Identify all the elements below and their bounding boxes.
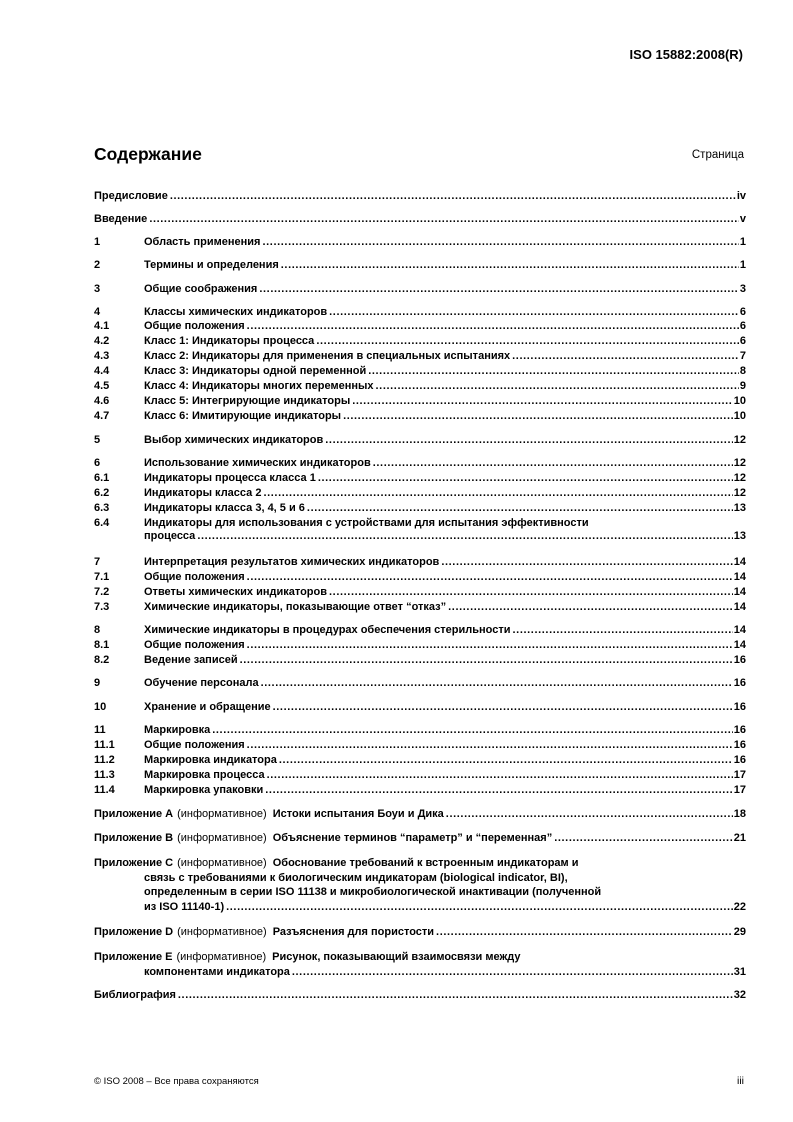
dot-leader: [513, 624, 733, 637]
toc-entry-page: 16: [733, 654, 746, 666]
toc-entry[interactable]: [94, 784, 746, 797]
toc-annex-entry[interactable]: [94, 808, 746, 821]
annex-title-continued: из ISO 11140-1): [144, 900, 225, 913]
toc-entry-number: 4.4: [94, 365, 110, 377]
toc-entry-line: [94, 885, 746, 900]
dot-leader: [368, 365, 739, 378]
toc-entry-number: 9: [94, 677, 101, 689]
toc-entry-number: 2: [94, 259, 101, 271]
toc-entry-page: 12: [733, 457, 746, 469]
toc-entry-title: Предисловие: [94, 190, 168, 202]
toc-entry-page: 16: [733, 724, 746, 736]
toc-entry-line: [94, 856, 746, 871]
toc-entry-page: 17: [733, 784, 746, 796]
toc-entry-line: [94, 259, 746, 272]
toc-entry-title: Общие положения: [144, 571, 245, 583]
dot-leader: [318, 472, 733, 485]
toc-entry-page: 16: [733, 739, 746, 751]
dot-leader: [247, 571, 733, 584]
toc-entry-number: 5: [94, 434, 101, 446]
toc-entry-line: [94, 306, 746, 319]
toc-entry-title: Хранение и обращение: [144, 701, 271, 713]
toc-entry-line: [94, 434, 746, 447]
toc-entry[interactable]: [94, 739, 746, 752]
toc-entry-title: Ведение записей: [144, 654, 238, 666]
toc-entry[interactable]: [94, 380, 746, 393]
toc-entry[interactable]: [94, 701, 746, 714]
dot-leader: [292, 965, 733, 980]
toc-entry-line: [94, 502, 746, 515]
toc-entry-title: Химические индикаторы в процедурах обеспечения стерильности: [144, 624, 511, 636]
toc-entry-page: 16: [733, 677, 746, 689]
toc-entry-title: Общие соображения: [144, 283, 258, 295]
toc-entry[interactable]: [94, 517, 746, 543]
annex-title: Объяснение терминов “параметр” и “переменная”: [272, 832, 553, 844]
toc-entry-number: 11.4: [94, 784, 115, 796]
toc-entry-number: 11.3: [94, 769, 115, 781]
toc-entry-line: [94, 624, 746, 637]
dot-leader: [247, 739, 733, 752]
toc-entry[interactable]: [94, 769, 746, 782]
toc-title: Содержание: [94, 144, 202, 164]
toc-entry-title: Класс 4: Индикаторы многих переменных: [144, 380, 374, 392]
toc-bibliography-entry[interactable]: [94, 989, 746, 1002]
page-column-label: Страница: [691, 149, 744, 161]
dot-leader: [436, 926, 733, 939]
toc-entry-line: [94, 965, 746, 980]
toc-entry[interactable]: [94, 571, 746, 584]
toc-entry-title: Общие положения: [144, 639, 245, 651]
toc-entry-title: Интерпретация результатов химических индикаторов: [144, 556, 440, 568]
toc-entry-page: 21: [733, 832, 746, 844]
toc-entry-line: [94, 320, 746, 333]
toc-entry-line: [94, 350, 746, 363]
dot-leader: [259, 283, 739, 296]
toc-entry-number: 4.5: [94, 380, 110, 392]
dot-leader: [240, 654, 733, 667]
toc-entry-line: [94, 365, 746, 378]
toc-entry-line: [94, 517, 746, 530]
toc-entry-title: Использование химических индикаторов: [144, 457, 371, 469]
toc-entry-page: 14: [733, 571, 746, 583]
toc-entry-title: Класс 1: Индикаторы процесса: [144, 335, 315, 347]
toc-entry[interactable]: [94, 236, 746, 249]
page-number: iii: [737, 1075, 744, 1087]
dot-leader: [307, 502, 733, 515]
toc-entry-line: [94, 601, 746, 614]
dot-leader: [329, 306, 739, 319]
toc-entry-number: 7.1: [94, 571, 110, 583]
toc-entry-page: 6: [739, 335, 746, 347]
toc-entry-number: 4.1: [94, 320, 110, 332]
dot-leader: [247, 320, 739, 333]
toc-entry-page: iv: [736, 190, 746, 202]
toc-entry-number: 7: [94, 556, 101, 568]
toc-entry[interactable]: [94, 502, 746, 515]
dot-leader: [373, 457, 733, 470]
annex-label: Приложение B: [94, 832, 174, 844]
dot-leader: [226, 900, 733, 915]
toc-entry[interactable]: [94, 624, 746, 637]
toc-entry-line: [94, 236, 746, 249]
dot-leader: [247, 639, 733, 652]
toc-entry[interactable]: [94, 677, 746, 690]
toc-entry-line: [94, 832, 746, 845]
toc-annex-entry[interactable]: [94, 950, 746, 979]
toc-entry-page: 9: [739, 380, 746, 392]
annex-label: Приложение D: [94, 926, 174, 938]
toc-entry-line: [94, 586, 746, 599]
toc-entry-line: [94, 457, 746, 470]
toc-entry-number: 8.2: [94, 654, 110, 666]
toc-entry-line: [94, 739, 746, 752]
annex-label: Приложение E: [94, 951, 173, 963]
toc-entry-line: [94, 900, 746, 915]
annex-kind: (информативное): [176, 951, 267, 963]
toc-entry-page: 14: [733, 624, 746, 636]
toc-entry[interactable]: [94, 487, 746, 500]
annex-label: Приложение A: [94, 808, 174, 820]
toc-entry-line: [94, 487, 746, 500]
toc-entry[interactable]: [94, 457, 746, 470]
toc-entry-page: 8: [739, 365, 746, 377]
toc-entry-number: 11.2: [94, 754, 115, 766]
toc-entry-page: 29: [733, 926, 746, 938]
annex-kind: (информативное): [177, 926, 267, 938]
toc-entry-title: Класс 5: Интегрирующие индикаторы: [144, 395, 351, 407]
annex-title-continued: определенным в серии ISO 11138 и микробиологической инактивации (полученной: [144, 886, 602, 898]
toc-entry[interactable]: [94, 365, 746, 378]
toc-entry-line: [94, 808, 746, 821]
toc-entry-page: 18: [733, 808, 746, 820]
dot-leader: [273, 701, 733, 714]
dot-leader: [325, 434, 732, 447]
toc-entry-number: 4.6: [94, 395, 110, 407]
toc-entry-number: 1: [94, 236, 101, 248]
toc-entry[interactable]: [94, 639, 746, 652]
toc-entry[interactable]: [94, 410, 746, 423]
dot-leader: [178, 989, 733, 1002]
toc-entry-line: [94, 926, 746, 939]
toc-entry-page: 31: [733, 965, 746, 978]
toc-entry-number: 7.2: [94, 586, 110, 598]
dot-leader: [197, 530, 732, 543]
annex-kind: (информативное): [177, 857, 267, 869]
toc-entry-title: Общие положения: [144, 320, 245, 332]
toc-entry-title: Обучение персонала: [144, 677, 259, 689]
toc-entry-page: 1: [739, 236, 746, 248]
toc-entry-line: [94, 677, 746, 690]
toc-entry-line: [94, 769, 746, 782]
toc-entry-page: 12: [733, 472, 746, 484]
dot-leader: [554, 832, 733, 845]
toc-annex-entry[interactable]: [94, 832, 746, 845]
toc-entry-line: [94, 335, 746, 348]
toc-entry-line: [94, 530, 746, 543]
toc-entry-line: [94, 556, 746, 569]
toc-entry-page: 13: [733, 530, 746, 542]
toc-entry-number: 6.1: [94, 472, 110, 484]
toc-entry-line: [94, 701, 746, 714]
toc-entry-title: Индикаторы класса 3, 4, 5 и 6: [144, 502, 305, 514]
toc-entry-number: 8.1: [94, 639, 110, 651]
dot-leader: [279, 754, 733, 767]
dot-leader: [343, 410, 733, 423]
dot-leader: [212, 724, 733, 737]
toc-entry-page: 14: [733, 556, 746, 568]
toc-entry-page: 10: [733, 410, 746, 422]
toc-entry-number: 6.3: [94, 502, 110, 514]
annex-title: Истоки испытания Боуи и Дика: [272, 808, 444, 820]
toc-entry-title: Класс 3: Индикаторы одной переменной: [144, 365, 367, 377]
toc-entry-title: Класс 2: Индикаторы для применения в специальных испытаниях: [144, 350, 511, 362]
annex-title-continued: компонентами индикатора: [144, 965, 290, 978]
toc-entry-title: Библиография: [94, 989, 176, 1001]
toc-entry-page: 14: [733, 639, 746, 651]
dot-leader: [376, 380, 739, 393]
toc-entry-page: 16: [733, 754, 746, 766]
dot-leader: [441, 556, 732, 569]
toc-annex-entry[interactable]: [94, 926, 746, 939]
toc-entry[interactable]: [94, 754, 746, 767]
annex-kind: (информативное): [177, 832, 267, 844]
toc-entry-line: [94, 380, 746, 393]
toc-entry-title: Общие положения: [144, 739, 245, 751]
annex-title: Обоснование требований к встроенным индикаторам и: [272, 857, 579, 869]
toc-entry-page: 14: [733, 601, 746, 613]
toc-entry-title-continued: процесса: [144, 530, 196, 542]
toc-entry-line: [94, 871, 746, 886]
toc-entry[interactable]: [94, 654, 746, 667]
dot-leader: [261, 677, 733, 690]
annex-title-continued: связь с требованиями к биологическим индикаторам (biological indicator, BI),: [144, 871, 568, 884]
toc-entry-number: 4.3: [94, 350, 110, 362]
toc-entry-line: [94, 754, 746, 767]
dot-leader: [448, 601, 733, 614]
annex-title: Разъяснения для пористости: [272, 926, 435, 938]
toc-entry-page: 6: [739, 320, 746, 332]
annex-title: Рисунок, показывающий взаимосвязи между: [272, 951, 521, 963]
toc-entry-line: [94, 639, 746, 652]
toc-entry-title: Класс 6: Имитирующие индикаторы: [144, 410, 342, 422]
toc-entry[interactable]: [94, 259, 746, 272]
toc-entry[interactable]: [94, 556, 746, 569]
document-id-header: ISO 15882:2008(R): [629, 47, 743, 62]
dot-leader: [352, 395, 733, 408]
toc-entry-title: Маркировка индикатора: [144, 754, 277, 766]
toc-entry-number: 6: [94, 457, 101, 469]
toc-entry-number: 7.3: [94, 601, 110, 613]
toc-entry-line: [94, 410, 746, 423]
toc-entry-page: 7: [739, 350, 746, 362]
dot-leader: [170, 190, 736, 203]
toc-entry-title: Индикаторы для использования с устройствами для испытания эффективности: [144, 517, 589, 529]
toc-entry-line: [94, 190, 746, 203]
toc-entry-page: 1: [739, 259, 746, 271]
toc-entry-number: 10: [94, 701, 107, 713]
toc-entry-page: 12: [733, 487, 746, 499]
toc-entry-title: Классы химических индикаторов: [144, 306, 328, 318]
toc-entry-page: 13: [733, 502, 746, 514]
dot-leader: [512, 350, 739, 363]
dot-leader: [263, 487, 732, 500]
annex-kind: (информативное): [177, 808, 267, 820]
toc-entry-title: Область применения: [144, 236, 261, 248]
toc-entry-page: 16: [733, 701, 746, 713]
toc-entry-title: Термины и определения: [144, 259, 279, 271]
toc-entry-page: 32: [733, 989, 746, 1001]
dot-leader: [149, 213, 739, 226]
toc-entry[interactable]: [94, 335, 746, 348]
toc-entry-title: Введение: [94, 213, 148, 225]
toc-entry-title: Индикаторы процесса класса 1: [144, 472, 316, 484]
toc-entry-page: 22: [733, 900, 746, 913]
toc-entry-number: 4.2: [94, 335, 110, 347]
toc-entry-number: 6.2: [94, 487, 110, 499]
toc-entry-line: [94, 989, 746, 1002]
toc-entry-number: 4: [94, 306, 101, 318]
dot-leader: [446, 808, 733, 821]
toc-entry-line: [94, 654, 746, 667]
toc-entry-page: v: [739, 213, 746, 225]
toc-entry-line: [94, 571, 746, 584]
toc-entry-title: Индикаторы класса 2: [144, 487, 262, 499]
toc-entry-number: 3: [94, 283, 101, 295]
toc-entry[interactable]: [94, 724, 746, 737]
toc-entry-line: [94, 472, 746, 485]
toc-entry[interactable]: [94, 586, 746, 599]
dot-leader: [267, 769, 733, 782]
toc-annex-entry[interactable]: [94, 856, 746, 914]
toc-entry-page: 12: [733, 434, 746, 446]
toc-entry[interactable]: [94, 472, 746, 485]
toc-entry[interactable]: [94, 434, 746, 447]
toc-entry[interactable]: [94, 320, 746, 333]
toc-entry-title: Выбор химических индикаторов: [144, 434, 324, 446]
annex-label: Приложение C: [94, 857, 174, 869]
toc-entry[interactable]: [94, 601, 746, 614]
toc-entry-number: 6.4: [94, 517, 110, 529]
toc-entry-line: [94, 724, 746, 737]
toc-entry[interactable]: [94, 395, 746, 408]
toc-entry-page: 14: [733, 586, 746, 598]
copyright-footer: © ISO 2008 – Все права сохраняются: [94, 1076, 259, 1087]
toc-entry-line: [94, 950, 746, 965]
toc-entry-line: [94, 784, 746, 797]
toc-entry-title: Маркировка: [144, 724, 211, 736]
toc-entry-number: 8: [94, 624, 101, 636]
toc-entry-title: Маркировка процесса: [144, 769, 265, 781]
toc-entry[interactable]: [94, 213, 746, 226]
toc-entry-page: 10: [733, 395, 746, 407]
toc-entry-line: [94, 213, 746, 226]
toc-entry[interactable]: [94, 190, 746, 203]
dot-leader: [329, 586, 733, 599]
dot-leader: [265, 784, 732, 797]
toc-entry[interactable]: [94, 283, 746, 296]
toc-entry-page: 3: [739, 283, 746, 295]
toc-entry-number: 11: [94, 724, 106, 736]
toc-entry-page: 6: [739, 306, 746, 318]
toc-entry-line: [94, 283, 746, 296]
dot-leader: [316, 335, 739, 348]
toc-entry[interactable]: [94, 306, 746, 319]
toc-entry-title: Химические индикаторы, показывающие ответ “отказ”: [144, 601, 447, 613]
toc-entry-line: [94, 395, 746, 408]
toc-entry-number: 4.7: [94, 410, 110, 422]
toc-entry[interactable]: [94, 350, 746, 363]
toc-entry-number: 11.1: [94, 739, 115, 751]
dot-leader: [262, 236, 738, 249]
toc-entry-title: Маркировка упаковки: [144, 784, 264, 796]
toc-entry-page: 17: [733, 769, 746, 781]
toc-entry-title: Ответы химических индикаторов: [144, 586, 328, 598]
dot-leader: [281, 259, 739, 272]
